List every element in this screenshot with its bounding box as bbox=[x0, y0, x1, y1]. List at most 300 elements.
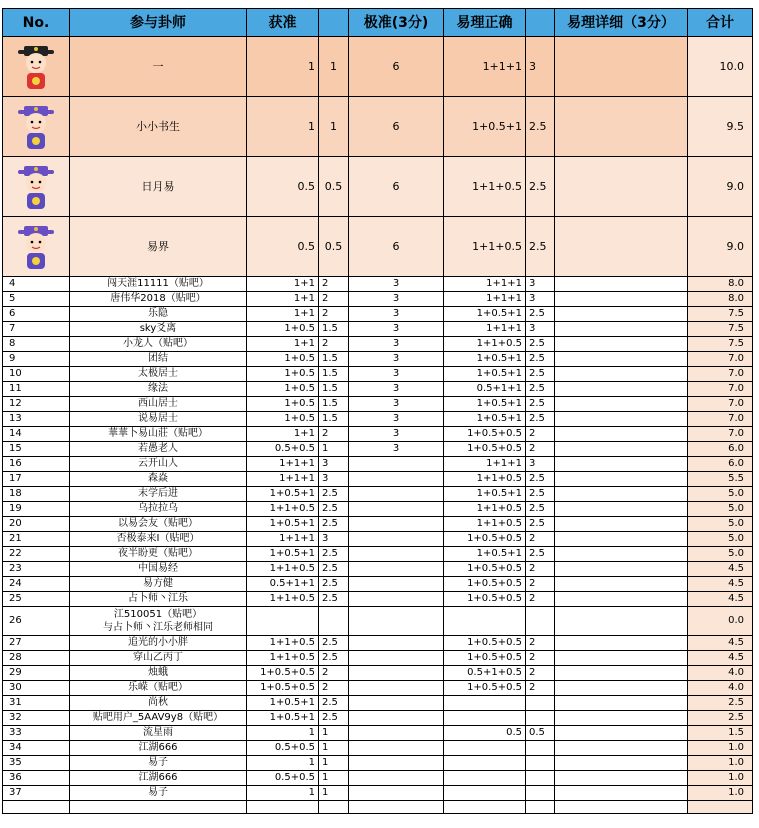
correct-sum: 2.5 bbox=[526, 217, 555, 277]
accurate-sum: 1.5 bbox=[319, 397, 349, 412]
participant-name: sky爻离 bbox=[70, 322, 247, 337]
detail-score bbox=[555, 532, 688, 547]
accurate-detail: 1+1 bbox=[247, 427, 319, 442]
empty-cell bbox=[349, 607, 444, 636]
correct-detail bbox=[444, 696, 526, 711]
row-number: 20 bbox=[3, 517, 70, 532]
row-number: 21 bbox=[3, 532, 70, 547]
accurate-detail: 1+0.5 bbox=[247, 367, 319, 382]
empty-cell bbox=[526, 801, 555, 814]
detail-score bbox=[555, 651, 688, 666]
participant-name: 占卜师丶江乐 bbox=[70, 592, 247, 607]
row-number: 15 bbox=[3, 442, 70, 457]
participant-name: 乐嵘（贴吧） bbox=[70, 681, 247, 696]
accurate-detail: 1+1+0.5 bbox=[247, 562, 319, 577]
participant-name: 以易会友（贴吧） bbox=[70, 517, 247, 532]
total-score: 7.0 bbox=[688, 412, 753, 427]
table-row bbox=[3, 651, 753, 666]
accurate-detail: 1+0.5+0.5 bbox=[247, 666, 319, 681]
participant-name: 江湖666 bbox=[70, 771, 247, 786]
table-row bbox=[3, 442, 753, 457]
total-score: 8.0 bbox=[688, 292, 753, 307]
correct-detail bbox=[444, 756, 526, 771]
correct-sum: 2.5 bbox=[526, 307, 555, 322]
correct-detail: 1+0.5+0.5 bbox=[444, 427, 526, 442]
accurate-detail: 1+1+1 bbox=[247, 472, 319, 487]
extreme-score bbox=[349, 741, 444, 756]
extreme-score: 3 bbox=[349, 322, 444, 337]
accurate-detail: 1 bbox=[247, 756, 319, 771]
correct-detail: 1+1+0.5 bbox=[444, 472, 526, 487]
accurate-detail: 1+1+0.5 bbox=[247, 636, 319, 651]
avatar-cell bbox=[3, 157, 70, 217]
correct-sum: 2 bbox=[526, 532, 555, 547]
accurate-detail: 1+0.5 bbox=[247, 412, 319, 427]
total-score: 7.0 bbox=[688, 367, 753, 382]
accurate-sum: 1.5 bbox=[319, 367, 349, 382]
table-row bbox=[3, 277, 753, 292]
correct-detail: 1+0.5+0.5 bbox=[444, 562, 526, 577]
results-table bbox=[2, 8, 753, 814]
header-correct: 易理正确 bbox=[444, 9, 526, 37]
total-score: 7.5 bbox=[688, 337, 753, 352]
accurate-detail: 0.5+0.5 bbox=[247, 741, 319, 756]
accurate-sum: 1 bbox=[319, 442, 349, 457]
empty-cell bbox=[444, 801, 526, 814]
detail-score bbox=[555, 337, 688, 352]
accurate-detail: 0.5 bbox=[247, 217, 319, 277]
accurate-detail: 1+0.5+1 bbox=[247, 517, 319, 532]
correct-sum: 2.5 bbox=[526, 337, 555, 352]
accurate-detail: 1 bbox=[247, 97, 319, 157]
detail-score bbox=[555, 786, 688, 801]
correct-sum: 2.5 bbox=[526, 352, 555, 367]
extreme-score bbox=[349, 636, 444, 651]
detail-score bbox=[555, 37, 688, 97]
accurate-sum: 1 bbox=[319, 771, 349, 786]
correct-sum: 2 bbox=[526, 442, 555, 457]
row-number: 11 bbox=[3, 382, 70, 397]
table-row bbox=[3, 517, 753, 532]
row-number: 13 bbox=[3, 412, 70, 427]
accurate-detail: 1+0.5 bbox=[247, 322, 319, 337]
accurate-detail: 0.5+0.5 bbox=[247, 442, 319, 457]
extreme-score: 3 bbox=[349, 277, 444, 292]
accurate-sum: 2.5 bbox=[319, 502, 349, 517]
extreme-score: 3 bbox=[349, 397, 444, 412]
extreme-score bbox=[349, 771, 444, 786]
correct-sum bbox=[526, 771, 555, 786]
total-score: 4.0 bbox=[688, 681, 753, 696]
detail-score bbox=[555, 352, 688, 367]
participant-name: 唐伟华2018（贴吧） bbox=[70, 292, 247, 307]
accurate-sum: 1 bbox=[319, 741, 349, 756]
accurate-detail: 1 bbox=[247, 37, 319, 97]
participant-name: 日月易 bbox=[70, 157, 247, 217]
detail-score bbox=[555, 442, 688, 457]
participant-name: 易子 bbox=[70, 756, 247, 771]
participant-name: 江湖666 bbox=[70, 741, 247, 756]
accurate-sum: 2.5 bbox=[319, 711, 349, 726]
accurate-detail: 1+0.5+1 bbox=[247, 696, 319, 711]
row-number: 8 bbox=[3, 337, 70, 352]
row-number: 7 bbox=[3, 322, 70, 337]
detail-score bbox=[555, 636, 688, 651]
total-score: 1.0 bbox=[688, 786, 753, 801]
detail-score bbox=[555, 382, 688, 397]
detail-score bbox=[555, 771, 688, 786]
accurate-detail: 0.5 bbox=[247, 157, 319, 217]
participant-name: 乐隐 bbox=[70, 307, 247, 322]
participant-name: 小小书生 bbox=[70, 97, 247, 157]
total-score: 4.5 bbox=[688, 592, 753, 607]
correct-sum: 2 bbox=[526, 636, 555, 651]
total-score: 7.5 bbox=[688, 307, 753, 322]
table-row bbox=[3, 367, 753, 382]
total-score: 7.0 bbox=[688, 352, 753, 367]
extreme-score: 3 bbox=[349, 427, 444, 442]
table-row bbox=[3, 711, 753, 726]
detail-score bbox=[555, 577, 688, 592]
row-number: 36 bbox=[3, 771, 70, 786]
participant-name: 小龙人（贴吧） bbox=[70, 337, 247, 352]
total-score: 9.0 bbox=[688, 157, 753, 217]
participant-name: 缘法 bbox=[70, 382, 247, 397]
participant-name: 乌拉拉乌 bbox=[70, 502, 247, 517]
correct-sum: 2.5 bbox=[526, 502, 555, 517]
row-number: 30 bbox=[3, 681, 70, 696]
table-row bbox=[3, 397, 753, 412]
total-score: 0.0 bbox=[688, 607, 753, 636]
table-row bbox=[3, 741, 753, 756]
correct-sum: 2 bbox=[526, 681, 555, 696]
correct-sum: 3 bbox=[526, 37, 555, 97]
total-score: 1.5 bbox=[688, 726, 753, 741]
empty-cell bbox=[526, 607, 555, 636]
detail-score bbox=[555, 397, 688, 412]
extreme-score bbox=[349, 651, 444, 666]
accurate-sum: 1 bbox=[319, 37, 349, 97]
avatar-cell bbox=[3, 97, 70, 157]
table-row bbox=[3, 592, 753, 607]
table-row bbox=[3, 97, 753, 157]
correct-detail: 1+0.5+1 bbox=[444, 547, 526, 562]
correct-sum: 2 bbox=[526, 651, 555, 666]
extreme-score: 3 bbox=[349, 337, 444, 352]
correct-detail bbox=[444, 771, 526, 786]
table-row bbox=[3, 696, 753, 711]
correct-detail: 1+0.5+1 bbox=[444, 412, 526, 427]
header-no: No. bbox=[3, 9, 70, 37]
extreme-score bbox=[349, 666, 444, 681]
correct-detail: 1+0.5+0.5 bbox=[444, 442, 526, 457]
participant-name: 若愚老人 bbox=[70, 442, 247, 457]
table-row bbox=[3, 322, 753, 337]
total-score: 2.5 bbox=[688, 696, 753, 711]
accurate-sum: 2.5 bbox=[319, 696, 349, 711]
correct-detail: 0.5 bbox=[444, 726, 526, 741]
table-row bbox=[3, 607, 753, 636]
accurate-sum: 3 bbox=[319, 457, 349, 472]
correct-detail: 1+0.5+0.5 bbox=[444, 577, 526, 592]
header-accurate: 获准 bbox=[247, 9, 319, 37]
extreme-score: 3 bbox=[349, 412, 444, 427]
correct-sum: 2.5 bbox=[526, 397, 555, 412]
table-row bbox=[3, 562, 753, 577]
header-total: 合计 bbox=[688, 9, 753, 37]
table-row bbox=[3, 412, 753, 427]
accurate-sum: 1.5 bbox=[319, 322, 349, 337]
total-score: 1.0 bbox=[688, 756, 753, 771]
detail-score bbox=[555, 427, 688, 442]
extreme-score bbox=[349, 681, 444, 696]
accurate-detail: 1+1 bbox=[247, 307, 319, 322]
correct-detail: 1+0.5+0.5 bbox=[444, 651, 526, 666]
table-row bbox=[3, 726, 753, 741]
correct-detail: 1+1+0.5 bbox=[444, 157, 526, 217]
accurate-sum: 2 bbox=[319, 337, 349, 352]
participant-name: 说易居士 bbox=[70, 412, 247, 427]
accurate-sum: 2 bbox=[319, 427, 349, 442]
accurate-sum: 2.5 bbox=[319, 487, 349, 502]
row-number: 6 bbox=[3, 307, 70, 322]
correct-sum: 2 bbox=[526, 562, 555, 577]
extreme-score: 6 bbox=[349, 37, 444, 97]
extreme-score: 3 bbox=[349, 367, 444, 382]
detail-score bbox=[555, 502, 688, 517]
table-row bbox=[3, 292, 753, 307]
row-number: 22 bbox=[3, 547, 70, 562]
participant-name: 烛蛾 bbox=[70, 666, 247, 681]
row-number: 14 bbox=[3, 427, 70, 442]
total-score: 5.5 bbox=[688, 472, 753, 487]
extreme-score: 3 bbox=[349, 382, 444, 397]
accurate-sum: 2 bbox=[319, 307, 349, 322]
total-score: 9.5 bbox=[688, 97, 753, 157]
avatar-cell bbox=[3, 37, 70, 97]
total-score: 7.0 bbox=[688, 397, 753, 412]
detail-score bbox=[555, 696, 688, 711]
table-row bbox=[3, 681, 753, 696]
row-number: 37 bbox=[3, 786, 70, 801]
extreme-score bbox=[349, 547, 444, 562]
detail-score bbox=[555, 322, 688, 337]
detail-score bbox=[555, 487, 688, 502]
correct-detail: 1+0.5+0.5 bbox=[444, 592, 526, 607]
accurate-detail: 1+0.5 bbox=[247, 382, 319, 397]
detail-score bbox=[555, 681, 688, 696]
accurate-detail: 1 bbox=[247, 786, 319, 801]
accurate-sum: 2.5 bbox=[319, 636, 349, 651]
row-number: 19 bbox=[3, 502, 70, 517]
correct-sum: 3 bbox=[526, 292, 555, 307]
correct-detail: 1+1+1 bbox=[444, 277, 526, 292]
row-number: 31 bbox=[3, 696, 70, 711]
participant-name: 太极居士 bbox=[70, 367, 247, 382]
extreme-score bbox=[349, 696, 444, 711]
table-row bbox=[3, 352, 753, 367]
avatar-icon bbox=[18, 102, 54, 152]
detail-score bbox=[555, 547, 688, 562]
table-row bbox=[3, 786, 753, 801]
extreme-score bbox=[349, 711, 444, 726]
row-number: 27 bbox=[3, 636, 70, 651]
correct-detail: 1+0.5+1 bbox=[444, 307, 526, 322]
extreme-score: 6 bbox=[349, 97, 444, 157]
table-row bbox=[3, 771, 753, 786]
empty-cell bbox=[555, 801, 688, 814]
correct-sum: 2.5 bbox=[526, 367, 555, 382]
empty-cell bbox=[319, 801, 349, 814]
participant-name-line1: 江510051（贴吧） bbox=[113, 609, 203, 620]
table-row bbox=[3, 157, 753, 217]
accurate-sum: 2 bbox=[319, 277, 349, 292]
accurate-sum: 3 bbox=[319, 472, 349, 487]
row-number: 28 bbox=[3, 651, 70, 666]
empty-cell bbox=[349, 801, 444, 814]
correct-sum bbox=[526, 786, 555, 801]
table-row bbox=[3, 577, 753, 592]
participant-name: 团结 bbox=[70, 352, 247, 367]
correct-sum: 0.5 bbox=[526, 726, 555, 741]
row-number: 33 bbox=[3, 726, 70, 741]
detail-score bbox=[555, 97, 688, 157]
row-number: 4 bbox=[3, 277, 70, 292]
accurate-detail: 1 bbox=[247, 726, 319, 741]
accurate-detail: 1+1 bbox=[247, 337, 319, 352]
accurate-sum: 1 bbox=[319, 726, 349, 741]
detail-score bbox=[555, 472, 688, 487]
total-score: 5.0 bbox=[688, 517, 753, 532]
accurate-detail: 1+0.5+1 bbox=[247, 711, 319, 726]
accurate-sum: 1.5 bbox=[319, 352, 349, 367]
row-number: 5 bbox=[3, 292, 70, 307]
extreme-score bbox=[349, 532, 444, 547]
detail-score bbox=[555, 457, 688, 472]
correct-detail: 1+1+0.5 bbox=[444, 337, 526, 352]
accurate-detail: 1+0.5+0.5 bbox=[247, 681, 319, 696]
row-number: 24 bbox=[3, 577, 70, 592]
total-score: 4.5 bbox=[688, 577, 753, 592]
accurate-sum: 1.5 bbox=[319, 382, 349, 397]
correct-detail: 1+0.5+0.5 bbox=[444, 532, 526, 547]
accurate-detail: 0.5+0.5 bbox=[247, 771, 319, 786]
total-score: 9.0 bbox=[688, 217, 753, 277]
correct-detail: 1+1+0.5 bbox=[444, 502, 526, 517]
accurate-sum: 0.5 bbox=[319, 157, 349, 217]
empty-cell bbox=[444, 607, 526, 636]
correct-detail bbox=[444, 711, 526, 726]
empty-cell bbox=[247, 607, 319, 636]
total-score: 4.5 bbox=[688, 562, 753, 577]
participant-name: 易界 bbox=[70, 217, 247, 277]
detail-score bbox=[555, 666, 688, 681]
correct-detail: 1+1+1 bbox=[444, 37, 526, 97]
detail-score bbox=[555, 517, 688, 532]
participant-name: 森焱 bbox=[70, 472, 247, 487]
participant-name: 贴吧用户_5AAV9y8（贴吧） bbox=[70, 711, 247, 726]
row-number: 17 bbox=[3, 472, 70, 487]
detail-score bbox=[555, 726, 688, 741]
table-row bbox=[3, 37, 753, 97]
correct-detail bbox=[444, 741, 526, 756]
accurate-detail: 1+0.5+1 bbox=[247, 487, 319, 502]
correct-detail: 1+0.5+1 bbox=[444, 352, 526, 367]
total-score: 4.5 bbox=[688, 651, 753, 666]
accurate-detail: 1+1+0.5 bbox=[247, 651, 319, 666]
header-extreme: 极准(3分) bbox=[349, 9, 444, 37]
participant-name: 穿山乙丙丁 bbox=[70, 651, 247, 666]
table-row bbox=[3, 457, 753, 472]
correct-detail: 1+1+0.5 bbox=[444, 517, 526, 532]
row-number: 26 bbox=[3, 607, 70, 636]
participant-name: 西山居士 bbox=[70, 397, 247, 412]
detail-score bbox=[555, 157, 688, 217]
total-score: 10.0 bbox=[688, 37, 753, 97]
detail-score bbox=[555, 412, 688, 427]
extreme-score: 3 bbox=[349, 307, 444, 322]
total-score: 5.0 bbox=[688, 502, 753, 517]
total-score: 7.5 bbox=[688, 322, 753, 337]
total-score: 1.0 bbox=[688, 741, 753, 756]
detail-score bbox=[555, 741, 688, 756]
detail-score bbox=[555, 562, 688, 577]
table-row-empty bbox=[3, 801, 753, 814]
correct-sum: 3 bbox=[526, 322, 555, 337]
accurate-sum: 2 bbox=[319, 666, 349, 681]
correct-detail: 0.5+1+0.5 bbox=[444, 666, 526, 681]
row-number: 12 bbox=[3, 397, 70, 412]
extreme-score bbox=[349, 592, 444, 607]
correct-sum: 2 bbox=[526, 666, 555, 681]
correct-sum: 2.5 bbox=[526, 382, 555, 397]
correct-detail: 1+0.5+1 bbox=[444, 487, 526, 502]
participant-name: 中国易经 bbox=[70, 562, 247, 577]
accurate-sum: 2 bbox=[319, 292, 349, 307]
accurate-detail: 1+0.5 bbox=[247, 352, 319, 367]
correct-sum bbox=[526, 741, 555, 756]
accurate-sum: 2.5 bbox=[319, 547, 349, 562]
row-number: 10 bbox=[3, 367, 70, 382]
correct-sum: 2.5 bbox=[526, 412, 555, 427]
accurate-detail: 1+1 bbox=[247, 277, 319, 292]
extreme-score: 3 bbox=[349, 352, 444, 367]
total-score: 8.0 bbox=[688, 277, 753, 292]
accurate-sum: 0.5 bbox=[319, 217, 349, 277]
correct-sum: 2.5 bbox=[526, 487, 555, 502]
participant-name: 否极泰来I（贴吧） bbox=[70, 532, 247, 547]
empty-cell bbox=[319, 607, 349, 636]
correct-sum bbox=[526, 756, 555, 771]
correct-detail: 1+1+0.5 bbox=[444, 217, 526, 277]
row-number: 34 bbox=[3, 741, 70, 756]
correct-detail: 1+0.5+0.5 bbox=[444, 681, 526, 696]
accurate-sum: 1 bbox=[319, 756, 349, 771]
empty-cell bbox=[3, 801, 70, 814]
empty-cell bbox=[70, 801, 247, 814]
correct-detail: 1+0.5+1 bbox=[444, 367, 526, 382]
correct-detail: 1+0.5+1 bbox=[444, 97, 526, 157]
participant-name: 末学后进 bbox=[70, 487, 247, 502]
correct-detail: 1+1+1 bbox=[444, 457, 526, 472]
detail-score bbox=[555, 592, 688, 607]
extreme-score bbox=[349, 472, 444, 487]
participant-name: 尚秋 bbox=[70, 696, 247, 711]
extreme-score bbox=[349, 562, 444, 577]
row-number: 32 bbox=[3, 711, 70, 726]
total-score: 6.0 bbox=[688, 457, 753, 472]
table-row bbox=[3, 382, 753, 397]
